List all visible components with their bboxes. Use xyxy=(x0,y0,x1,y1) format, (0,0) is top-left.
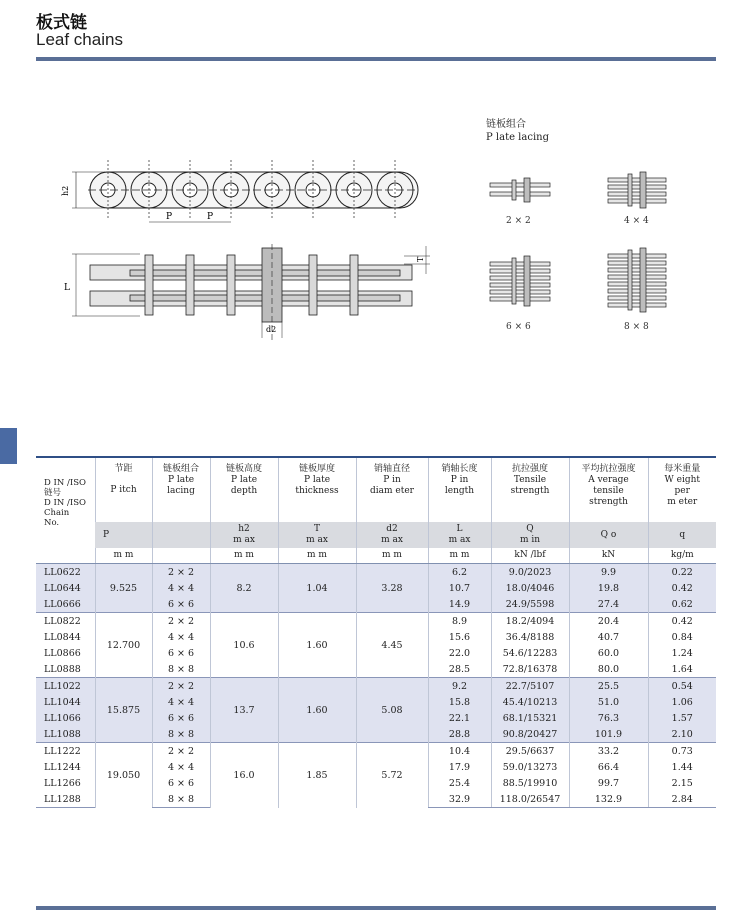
dim-h2-label: h2 xyxy=(61,185,70,196)
cell-chain-no: LL1022 xyxy=(36,678,95,695)
cell-plate-depth: 10.6 xyxy=(210,613,278,678)
cell-plate-depth: 16.0 xyxy=(210,743,278,808)
col-pitch-header: 节距 P itch xyxy=(95,457,152,522)
cell-tensile: 90.8/20427 xyxy=(491,726,569,743)
cell-weight: 1.64 xyxy=(648,661,716,678)
cell-tensile: 68.1/15321 xyxy=(491,710,569,726)
cell-chain-no: LL1044 xyxy=(36,694,95,710)
cell-pin-diameter: 4.45 xyxy=(356,613,428,678)
cell-plate-thickness: 1.85 xyxy=(278,743,356,808)
cell-chain-no: LL0888 xyxy=(36,661,95,678)
dim-l-label: L xyxy=(64,283,70,293)
cell-chain-no: LL1088 xyxy=(36,726,95,743)
cell-pitch: 19.050 xyxy=(95,743,152,808)
cell-avg-tensile: 132.9 xyxy=(569,791,648,808)
col-length-header: 销轴长度 P in length xyxy=(428,457,491,522)
cell-chain-no: LL1244 xyxy=(36,759,95,775)
cell-pin-length: 14.9 xyxy=(428,596,491,613)
cell-weight: 0.84 xyxy=(648,629,716,645)
cell-avg-tensile: 25.5 xyxy=(569,678,648,695)
cell-pin-length: 15.6 xyxy=(428,629,491,645)
cell-lacing: 2 × 2 xyxy=(152,564,210,581)
col-thickness-header: 链板厚度 P late thickness xyxy=(278,457,356,522)
chain-side-view xyxy=(72,160,418,222)
cell-avg-tensile: 101.9 xyxy=(569,726,648,743)
plate-lacing-caption xyxy=(486,118,549,144)
cell-tensile: 24.9/5598 xyxy=(491,596,569,613)
cell-lacing: 2 × 2 xyxy=(152,678,210,695)
col-lacing-header: 链板组合 P late lacing xyxy=(152,457,210,522)
cell-tensile: 18.2/4094 xyxy=(491,613,569,630)
cell-pin-diameter: 5.72 xyxy=(356,743,428,808)
cell-chain-no: LL0866 xyxy=(36,645,95,661)
col-tensile-header: 抗拉强度 Tensile strength xyxy=(491,457,569,522)
cell-pin-length: 17.9 xyxy=(428,759,491,775)
dim-d2-label: d2 xyxy=(266,325,277,334)
table-row xyxy=(36,564,716,581)
cell-plate-depth: 13.7 xyxy=(210,678,278,743)
cell-weight: 2.10 xyxy=(648,726,716,743)
table-row xyxy=(36,613,716,630)
cell-chain-no: LL1266 xyxy=(36,775,95,791)
cell-chain-no: LL1288 xyxy=(36,791,95,808)
cell-tensile: 88.5/19910 xyxy=(491,775,569,791)
cell-pin-length: 6.2 xyxy=(428,564,491,581)
cell-tensile: 18.0/4046 xyxy=(491,580,569,596)
cell-tensile: 54.6/12283 xyxy=(491,645,569,661)
cell-lacing: 4 × 4 xyxy=(152,694,210,710)
cell-tensile: 36.4/8188 xyxy=(491,629,569,645)
cell-lacing: 6 × 6 xyxy=(152,710,210,726)
lacing-label-2x2: 2 × 2 xyxy=(506,216,531,226)
cell-lacing: 8 × 8 xyxy=(152,661,210,678)
cell-avg-tensile: 20.4 xyxy=(569,613,648,630)
cell-pin-length: 22.0 xyxy=(428,645,491,661)
cell-weight: 1.57 xyxy=(648,710,716,726)
cell-weight: 1.06 xyxy=(648,694,716,710)
cell-chain-no: LL0622 xyxy=(36,564,95,581)
spec-table-body xyxy=(36,564,716,808)
cell-avg-tensile: 60.0 xyxy=(569,645,648,661)
cell-tensile: 29.5/6637 xyxy=(491,743,569,760)
cell-weight: 1.44 xyxy=(648,759,716,775)
cell-lacing: 6 × 6 xyxy=(152,596,210,613)
page-title-en: Leaf chains xyxy=(36,30,123,49)
cell-chain-no: LL0844 xyxy=(36,629,95,645)
cell-pin-length: 10.4 xyxy=(428,743,491,760)
cell-pin-diameter: 3.28 xyxy=(356,564,428,613)
cell-weight: 0.42 xyxy=(648,613,716,630)
cell-weight: 2.15 xyxy=(648,775,716,791)
cell-lacing: 8 × 8 xyxy=(152,791,210,808)
footer-divider xyxy=(36,906,716,910)
dim-p-label-1: P xyxy=(166,212,173,222)
plate-lacing-caption-cn: 链板组合 xyxy=(486,119,526,130)
cell-chain-no: LL0666 xyxy=(36,596,95,613)
cell-weight: 0.42 xyxy=(648,580,716,596)
cell-lacing: 6 × 6 xyxy=(152,775,210,791)
dim-t-label: T xyxy=(416,256,425,262)
cell-pin-length: 22.1 xyxy=(428,710,491,726)
cell-lacing: 2 × 2 xyxy=(152,743,210,760)
cell-weight: 2.84 xyxy=(648,791,716,808)
cell-pin-length: 8.9 xyxy=(428,613,491,630)
col-depth-header: 链板高度 P late depth xyxy=(210,457,278,522)
cell-pitch: 9.525 xyxy=(95,564,152,613)
cell-plate-depth: 8.2 xyxy=(210,564,278,613)
col-weight-header: 每米重量 W eight per m eter xyxy=(648,457,716,522)
plate-lacing-caption-en: P late lacing xyxy=(486,132,549,143)
cell-weight: 1.24 xyxy=(648,645,716,661)
cell-weight: 0.73 xyxy=(648,743,716,760)
spec-table xyxy=(36,456,716,808)
lacing-label-4x4: 4 × 4 xyxy=(624,216,649,226)
cell-lacing: 8 × 8 xyxy=(152,726,210,743)
side-section-tab xyxy=(0,428,17,464)
col-avg-tensile-header: 平均抗拉强度 A verage tensile strength xyxy=(569,457,648,522)
lacing-4x4-drawing xyxy=(608,172,666,208)
cell-chain-no: LL1222 xyxy=(36,743,95,760)
cell-chain-no: LL1066 xyxy=(36,710,95,726)
cell-tensile: 45.4/10213 xyxy=(491,694,569,710)
cell-avg-tensile: 51.0 xyxy=(569,694,648,710)
cell-pin-length: 10.7 xyxy=(428,580,491,596)
cell-pin-length: 15.8 xyxy=(428,694,491,710)
cell-avg-tensile: 40.7 xyxy=(569,629,648,645)
cell-tensile: 22.7/5107 xyxy=(491,678,569,695)
cell-pin-diameter: 5.08 xyxy=(356,678,428,743)
lacing-8x8-drawing xyxy=(608,248,666,312)
dim-p-label-2: P xyxy=(207,212,214,222)
cell-avg-tensile: 80.0 xyxy=(569,661,648,678)
cell-lacing: 6 × 6 xyxy=(152,645,210,661)
chain-top-view xyxy=(72,244,430,340)
cell-chain-no: LL0822 xyxy=(36,613,95,630)
header-row-symbols: P h2 m ax T m ax d2 m ax L m ax Q m in Q o q xyxy=(36,522,716,548)
table-row xyxy=(36,743,716,760)
cell-avg-tensile: 9.9 xyxy=(569,564,648,581)
cell-lacing: 4 × 4 xyxy=(152,580,210,596)
cell-plate-thickness: 1.60 xyxy=(278,678,356,743)
cell-plate-thickness: 1.60 xyxy=(278,613,356,678)
cell-plate-thickness: 1.04 xyxy=(278,564,356,613)
cell-lacing: 2 × 2 xyxy=(152,613,210,630)
cell-tensile: 9.0/2023 xyxy=(491,564,569,581)
cell-avg-tensile: 33.2 xyxy=(569,743,648,760)
cell-avg-tensile: 19.8 xyxy=(569,580,648,596)
cell-pin-length: 25.4 xyxy=(428,775,491,791)
col-diameter-header: 销轴直径 P in diam eter xyxy=(356,457,428,522)
cell-avg-tensile: 76.3 xyxy=(569,710,648,726)
cell-pin-length: 32.9 xyxy=(428,791,491,808)
cell-weight: 0.54 xyxy=(648,678,716,695)
cell-weight: 0.22 xyxy=(648,564,716,581)
table-row xyxy=(36,678,716,695)
cell-avg-tensile: 27.4 xyxy=(569,596,648,613)
chain-diagram xyxy=(0,0,750,420)
header-row-units: m m m m m m m m m m kN /lbf kN kg/m xyxy=(36,548,716,564)
lacing-6x6-drawing xyxy=(490,256,550,306)
page-title-cn: 板式链 xyxy=(36,13,87,33)
cell-pin-length: 28.8 xyxy=(428,726,491,743)
cell-chain-no: LL0644 xyxy=(36,580,95,596)
col-chain-no-header: D IN /ISO 链号 D IN /ISO Chain No. xyxy=(44,478,87,528)
cell-weight: 0.62 xyxy=(648,596,716,613)
header-row-titles xyxy=(36,457,716,522)
cell-tensile: 72.8/16378 xyxy=(491,661,569,678)
lacing-2x2-drawing xyxy=(490,178,550,202)
cell-lacing: 4 × 4 xyxy=(152,629,210,645)
cell-pitch: 15.875 xyxy=(95,678,152,743)
lacing-label-8x8: 8 × 8 xyxy=(624,322,649,332)
cell-pitch: 12.700 xyxy=(95,613,152,678)
cell-tensile: 59.0/13273 xyxy=(491,759,569,775)
cell-avg-tensile: 99.7 xyxy=(569,775,648,791)
cell-lacing: 4 × 4 xyxy=(152,759,210,775)
cell-pin-length: 9.2 xyxy=(428,678,491,695)
cell-tensile: 118.0/26547 xyxy=(491,791,569,808)
cell-pin-length: 28.5 xyxy=(428,661,491,678)
lacing-label-6x6: 6 × 6 xyxy=(506,322,531,332)
cell-avg-tensile: 66.4 xyxy=(569,759,648,775)
